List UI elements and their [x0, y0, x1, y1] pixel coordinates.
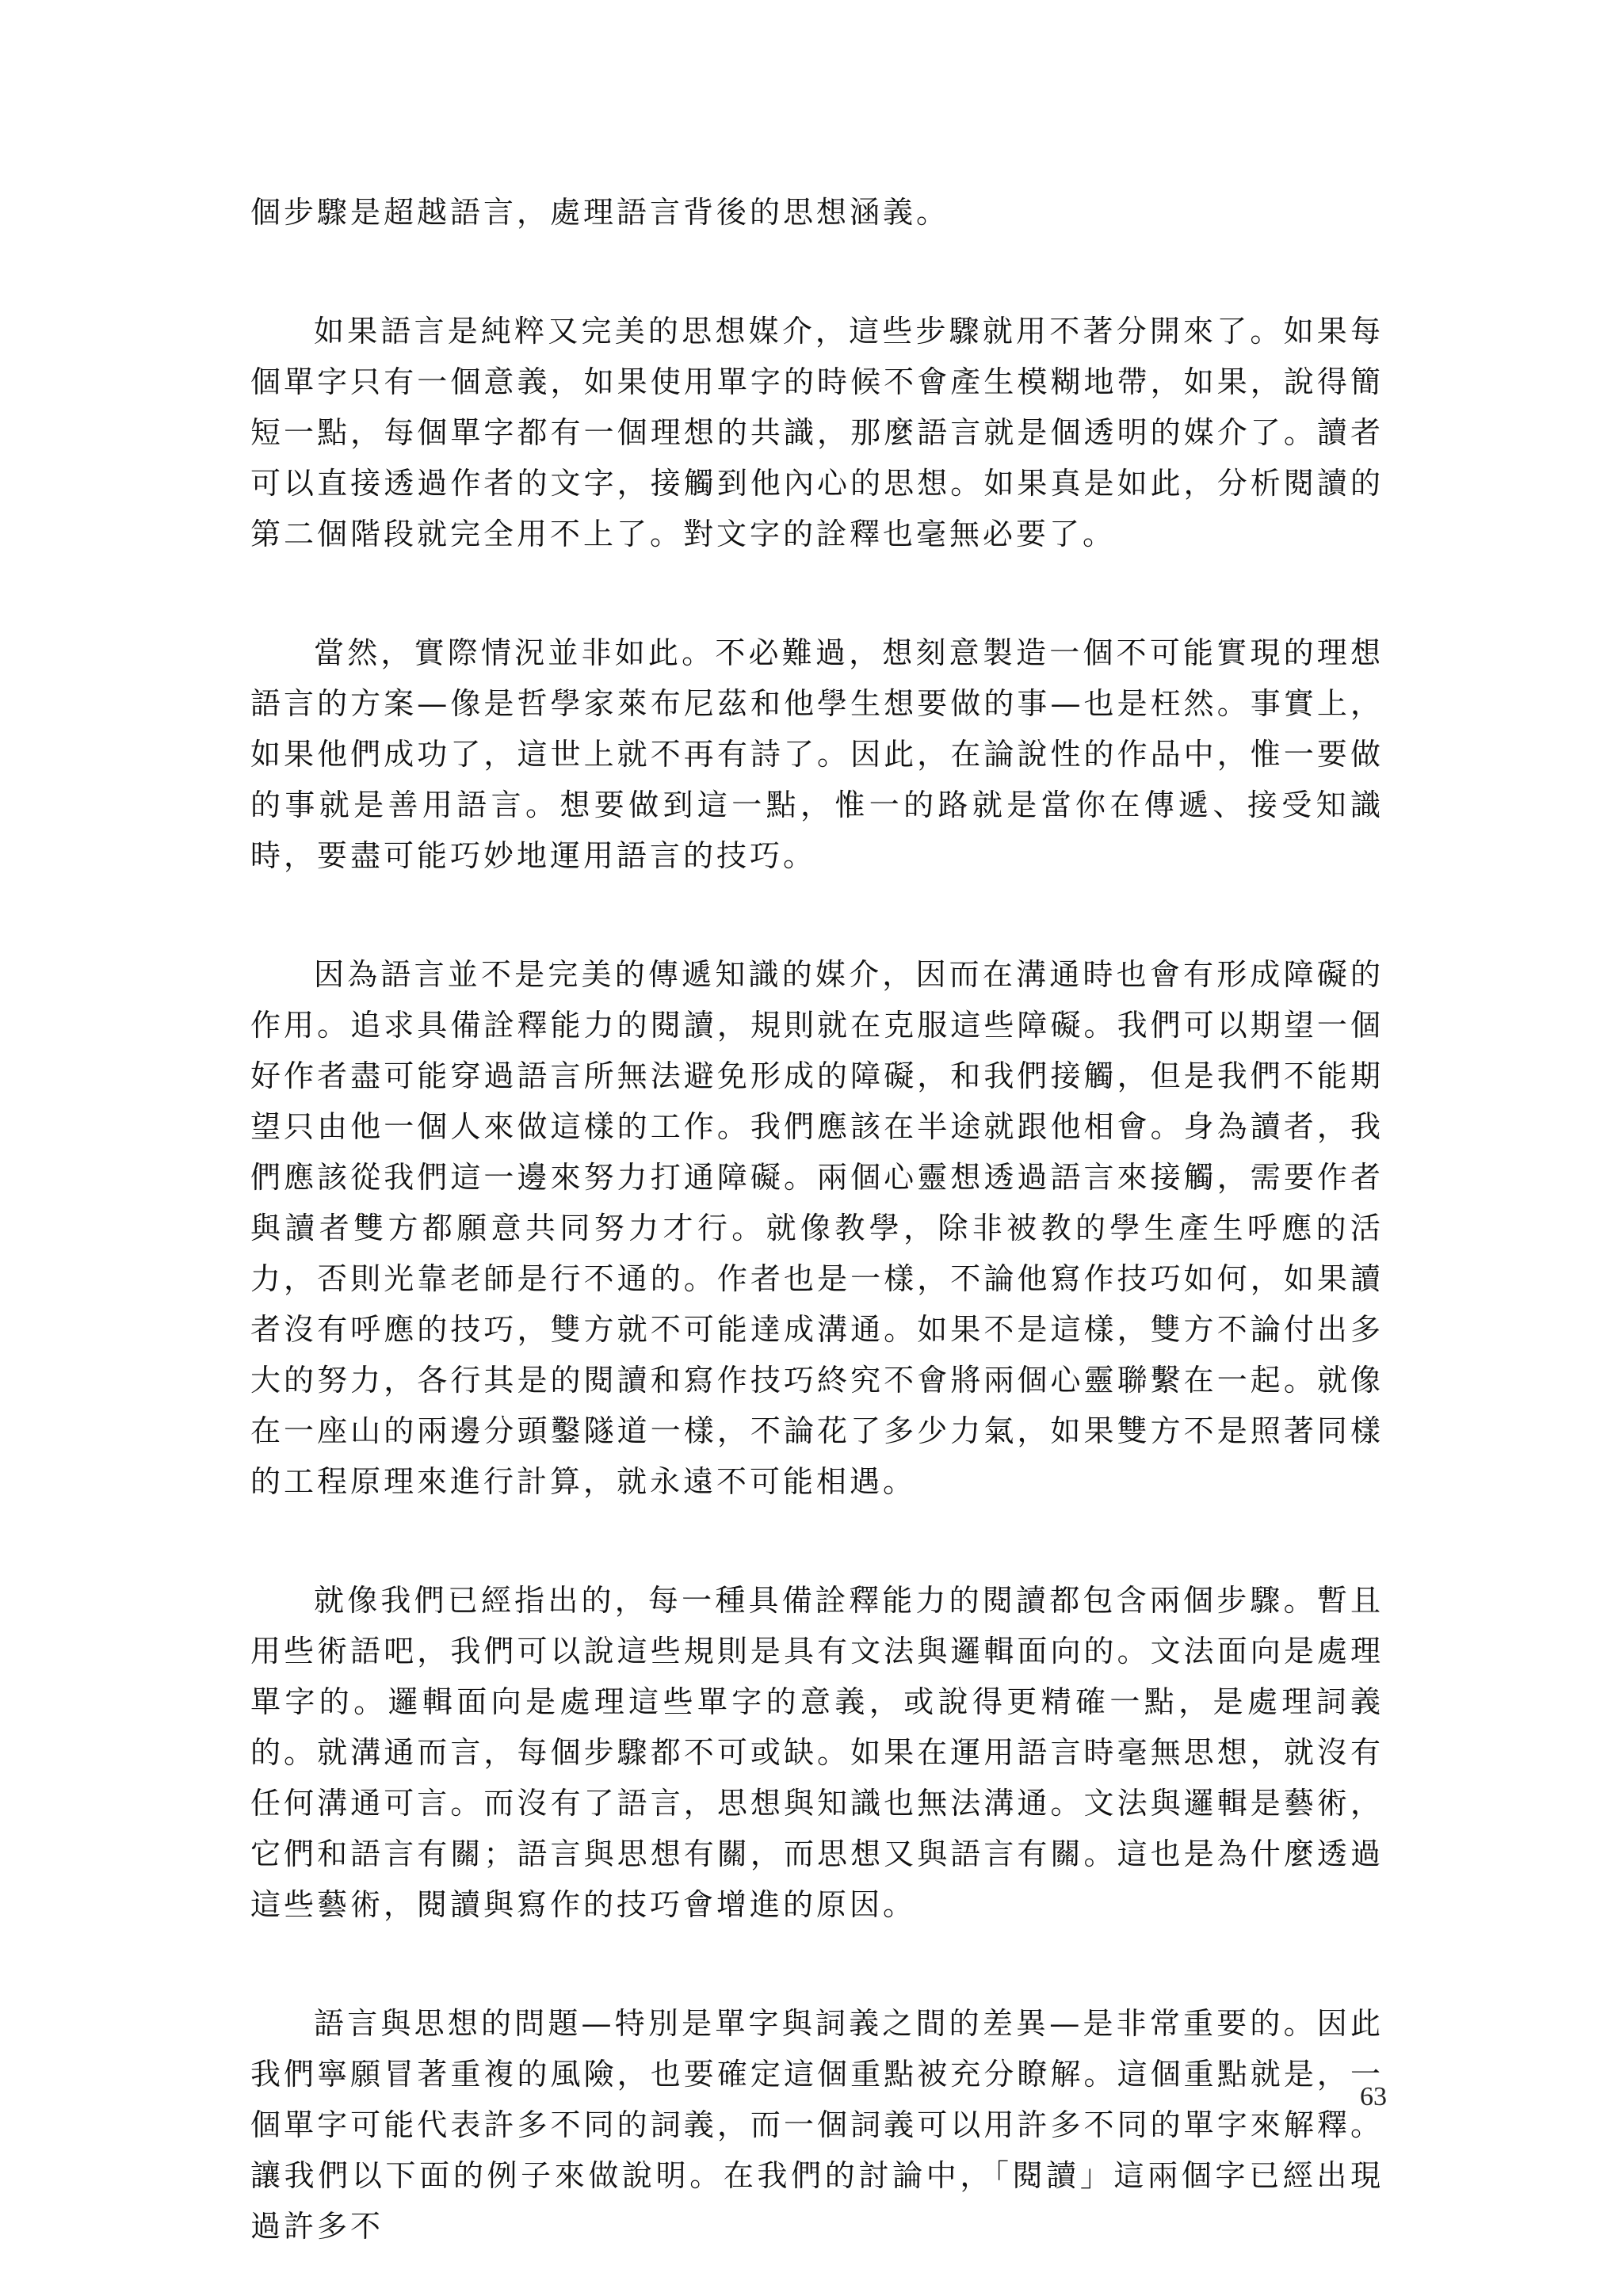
- paragraph-4: 因為語言並不是完美的傳遞知識的媒介，因而在溝通時也會有形成障礙的作用。追求具備詮釋能力的閱讀，規則就在克服這些障礙。我們可以期望一個好作者盡可能穿過語言所無法避免形成的障礙，和我們接觸，但是我們不能期望只由他一個人來做這樣的工作。我們應該在半途就跟他相會。身為讀者，我們應該從我們這一邊來努力打通障礙。兩個心靈想透過語言來接觸，需要作者與讀者雙方都願意共同努力才行。就像教學，除非被教的學生產生呼應的活力，否則光靠老師是行不通的。作者也是一樣，不論他寫作技巧如何，如果讀者沒有呼應的技巧，雙方就不可能達成溝通。如果不是這樣，雙方不論付出多大的努力，各行其是的閱讀和寫作技巧終究不會將兩個心靈聯繫在一起。就像在一座山的兩邊分頭鑿隧道一樣，不論花了多少力氣，如果雙方不是照著同樣的工程原理來進行計算，就永遠不可能相遇。: [250, 957, 1384, 1499]
- body-text: [250, 187, 1384, 2252]
- paragraph-3: 當然，實際情況並非如此。不必難過，想刻意製造一個不可能實現的理想語言的方案—像是哲學家萊布尼茲和他學生想要做的事—也是枉然。事實上，如果他們成功了，這世上就不再有詩了。因此，在論說性的作品中，惟一要做的事就是善用語言。想要做到這一點，惟一的路就是當你在傳遞、接受知識時，要盡可能巧妙地運用語言的技巧。: [250, 635, 1384, 873]
- paragraph-6: 語言與思想的問題—特別是單字與詞義之間的差異—是非常重要的。因此我們寧願冒著重複的風險，也要確定這個重點被充分瞭解。這個重點就是，一個單字可能代表許多不同的詞義，而一個詞義可以用許多不同的單字來解釋。讓我們以下面的例子來做說明。在我們的討論中，「閱讀」這兩個字已經出現過許多不: [250, 2006, 1384, 2244]
- paragraph-5: 就像我們已經指出的，每一種具備詮釋能力的閱讀都包含兩個步驟。暫且用些術語吧，我們可以說這些規則是具有文法與邏輯面向的。文法面向是處理單字的。邏輯面向是處理這些單字的意義，或說得更精確一點，是處理詞義的。就溝通而言，每個步驟都不可或缺。如果在運用語言時毫無思想，就沒有任何溝通可言。而沒有了語言，思想與知識也無法溝通。文法與邏輯是藝術，它們和語言有關；語言與思想有關，而思想又與語言有關。這也是為什麼透過這些藝術，閱讀與寫作的技巧會增進的原因。: [250, 1583, 1384, 1922]
- page-number: 63: [1360, 2082, 1387, 2111]
- paragraph-2: 如果語言是純粹又完美的思想媒介，這些步驟就用不著分開來了。如果每個單字只有一個意義，如果使用單字的時候不會產生模糊地帶，如果，說得簡短一點，每個單字都有一個理想的共識，那麼語言就是個透明的媒介了。讀者可以直接透過作者的文字，接觸到他內心的思想。如果真是如此，分析閱讀的第二個階段就完全用不上了。對文字的詮釋也毫無必要了。: [250, 314, 1384, 551]
- paragraph-1: 個步驟是超越語言，處理語言背後的思想涵義。: [250, 195, 950, 230]
